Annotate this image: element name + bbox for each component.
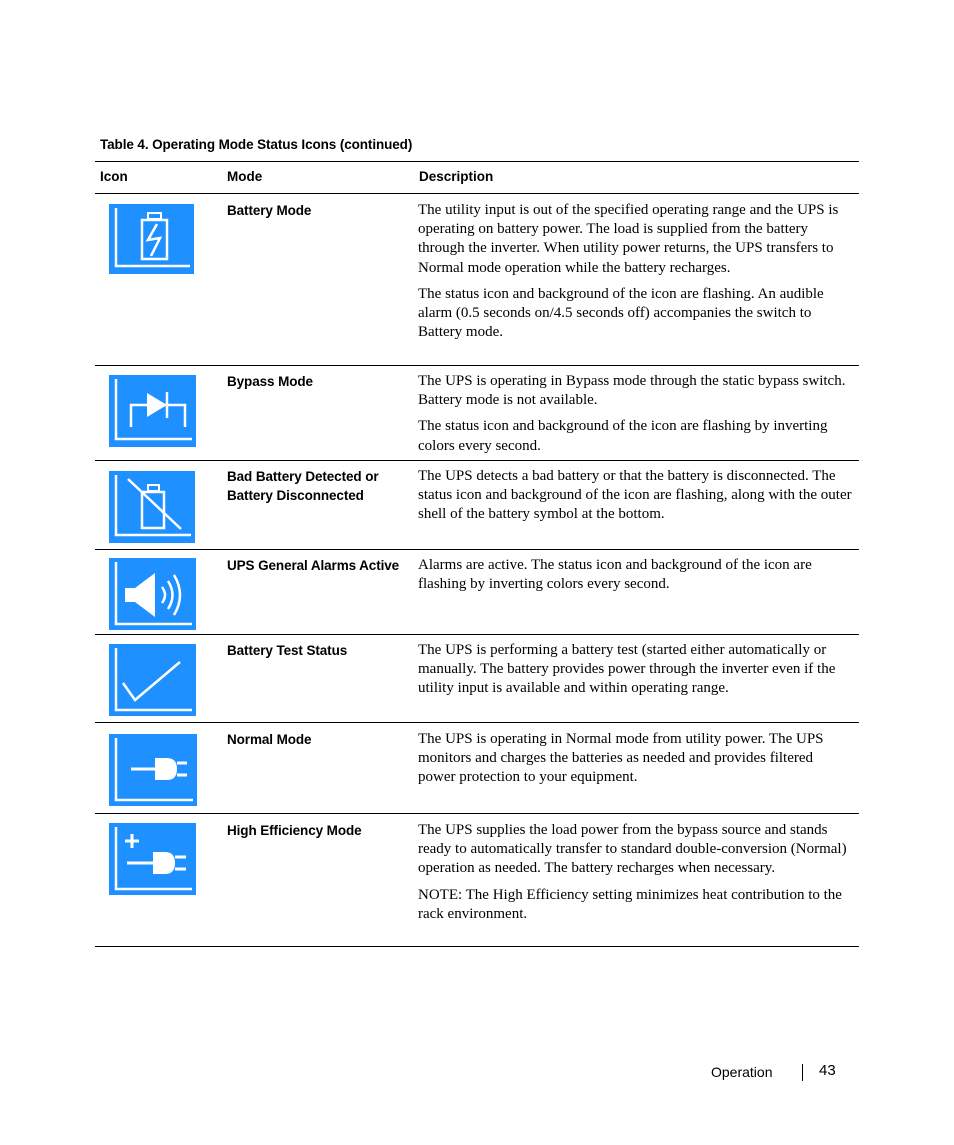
mode-label: Bad Battery Detected or Battery Disconnected bbox=[227, 469, 379, 503]
description-paragraph: The UPS supplies the load power from the bypass source and stands ready to automatically transfer to standard double-conversion (Normal) operation as needed. The battery recharges when necessary. bbox=[418, 822, 847, 877]
description-paragraph: The UPS is performing a battery test (started either automatically or manually. The battery provides power through the inverter even if the utility input is available and within operating range. bbox=[418, 642, 836, 697]
table-row bbox=[95, 814, 859, 946]
mode-description bbox=[418, 821, 853, 931]
table-top-rule bbox=[95, 161, 859, 162]
mode-label: Battery Test Status bbox=[227, 643, 348, 658]
mode-label: High Efficiency Mode bbox=[227, 823, 362, 838]
mode-label: Battery Mode bbox=[227, 203, 312, 218]
mode-label: Normal Mode bbox=[227, 732, 312, 747]
mode-description bbox=[418, 201, 853, 349]
description-paragraph: Alarms are active. The status icon and background of the icon are flashing by inverting colors every second. bbox=[418, 557, 812, 593]
page-number: 43 bbox=[819, 1062, 836, 1079]
mode-description bbox=[418, 372, 853, 463]
table-row bbox=[95, 635, 859, 722]
header-icon: Icon bbox=[100, 169, 128, 184]
table-bottom-rule bbox=[95, 946, 859, 947]
description-paragraph: The status icon and background of the icon are flashing by inverting colors every second. bbox=[418, 418, 828, 454]
mode-label: UPS General Alarms Active bbox=[227, 558, 400, 573]
header-description: Description bbox=[419, 169, 494, 184]
table-row bbox=[95, 194, 859, 365]
battery-charging-icon bbox=[109, 204, 194, 274]
mode-description bbox=[418, 467, 853, 532]
footer-section-label: Operation bbox=[711, 1064, 773, 1080]
table-row bbox=[95, 461, 859, 549]
table-row bbox=[95, 366, 859, 460]
table-caption: Table 4. Operating Mode Status Icons (continued) bbox=[100, 137, 413, 152]
description-paragraph: The UPS is operating in Normal mode from utility power. The UPS monitors and charges the batteries as needed and provides filtered power protection to your equipment. bbox=[418, 731, 824, 786]
checkmark-icon bbox=[109, 644, 196, 716]
mode-description bbox=[418, 730, 853, 795]
description-paragraph: The status icon and background of the icon are flashing. An audible alarm (0.5 seconds on/4.5 seconds off) accompanies the switch to Battery mode. bbox=[418, 285, 824, 341]
power-plug-icon bbox=[109, 734, 197, 806]
table-row bbox=[95, 550, 859, 634]
mode-label: Bypass Mode bbox=[227, 374, 313, 389]
description-paragraph: The UPS is operating in Bypass mode through the static bypass switch. Battery mode is not available. bbox=[418, 373, 846, 409]
description-paragraph: The UPS detects a bad battery or that the battery is disconnected. The status icon and background of the icon are flashing, along with the outer shell of the battery symbol at the bottom. bbox=[418, 468, 852, 523]
description-paragraph: NOTE: The High Efficiency setting minimizes heat contribution to the rack environment. bbox=[418, 886, 842, 922]
battery-crossed-icon bbox=[109, 471, 195, 543]
mode-description bbox=[418, 556, 853, 601]
speaker-alarm-icon bbox=[109, 558, 196, 630]
bypass-switch-icon bbox=[109, 375, 196, 447]
table-row bbox=[95, 723, 859, 813]
header-mode: Mode bbox=[227, 169, 263, 184]
description-paragraph: The utility input is out of the specified operating range and the UPS is operating on battery power. The load is supplied from the battery through the inverter. When utility power returns, the UPS transfers to Normal mode operation while the battery recharges. bbox=[418, 202, 839, 276]
plug-plus-icon bbox=[109, 823, 196, 895]
mode-description bbox=[418, 641, 853, 706]
footer-separator bbox=[802, 1064, 803, 1081]
